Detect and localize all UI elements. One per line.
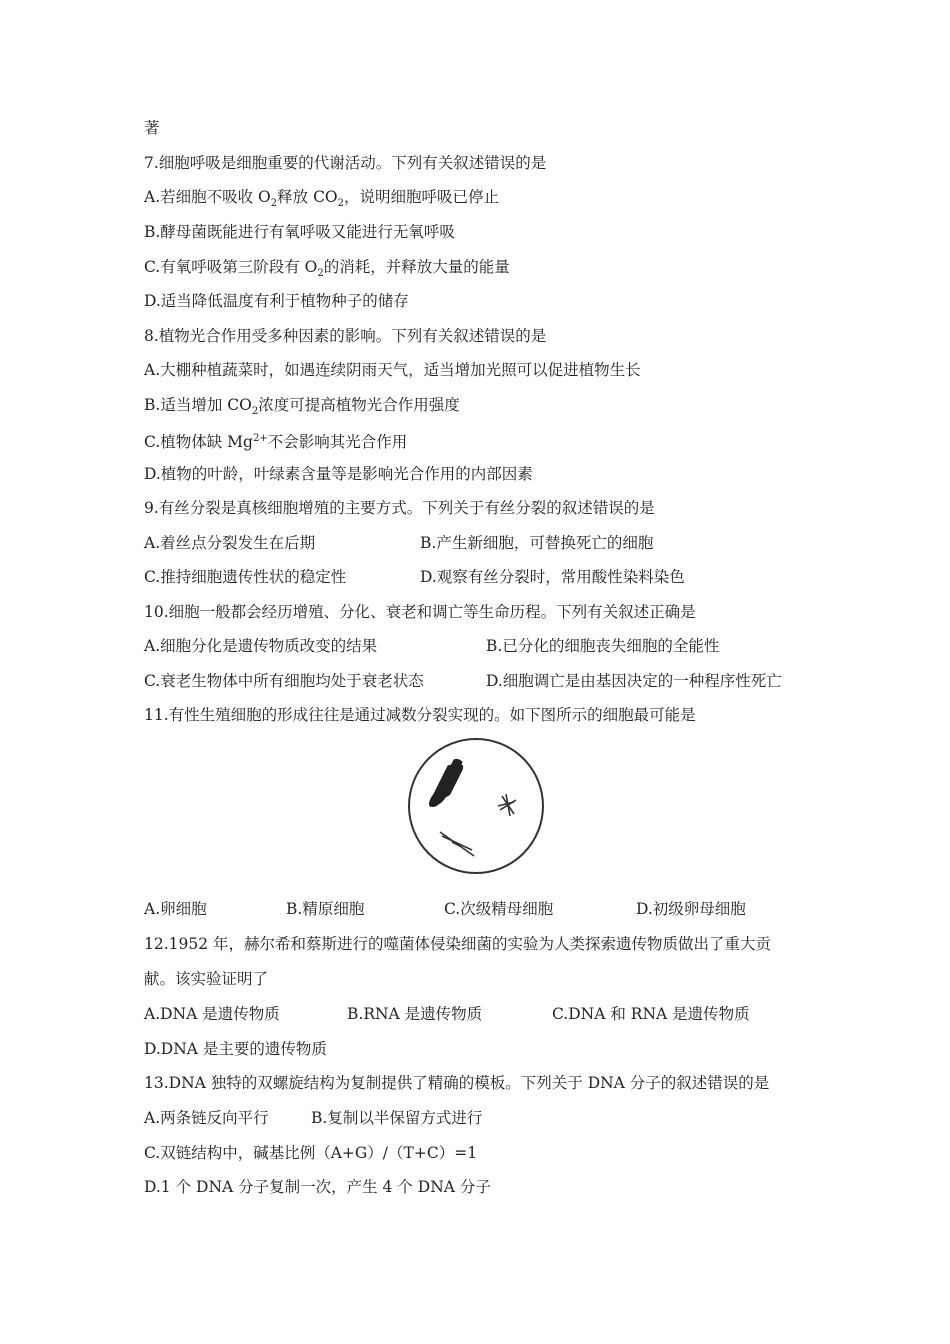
q8-option-a: A.大棚种植蔬菜时，如遇连续阴雨天气，适当增加光照可以促进植物生长 — [144, 361, 641, 379]
q8-option-d: D.植物的叶龄，叶绿素含量等是影响光合作用的内部因素 — [144, 465, 533, 483]
cell-membrane — [409, 739, 543, 873]
q7-option-d: D.适当降低温度有利于植物种子的储存 — [144, 292, 409, 310]
q8-stem: 8.植物光合作用受多种因素的影响。下列有关叙述错误的是 — [144, 327, 547, 345]
q9-option-d: D.观察有丝分裂时，常用酸性染料染色 — [420, 568, 685, 586]
q7-option-c: C.有氧呼吸第三阶段有 $O_2$的消耗，并释放大量的能量 — [144, 258, 510, 280]
q11-option-d: D.初级卵母细胞 — [636, 900, 746, 918]
q13-stem: 13.DNA 独特的双螺旋结构为复制提供了精确的模板。下列关于 DNA 分子的叙述错误的是 — [144, 1074, 770, 1092]
q9-stem: 9.有丝分裂是真核细胞增殖的主要方式。下列关于有丝分裂的叙述错误的是 — [144, 499, 655, 517]
q8-option-b: B.适当增加 $CO_2$浓度可提高植物光合作用强度 — [144, 396, 460, 418]
cell-diagram — [402, 736, 550, 876]
q11-stem: 11.有性生殖细胞的形成往往是通过减数分裂实现的。如下图所示的细胞最可能是 — [144, 706, 696, 724]
q11-option-c: C.次级精母细胞 — [444, 900, 554, 918]
q13-option-c: C.双链结构中，碱基比例（A+G）/（T+C）=1 — [144, 1144, 478, 1162]
q7-option-b: B.酵母菌既能进行有氧呼吸又能进行无氧呼吸 — [144, 223, 455, 241]
small-chromosome-right — [498, 794, 516, 816]
q10-option-d: D.细胞调亡是由基因决定的一种程序性死亡 — [486, 672, 782, 690]
q7-stem: 7.细胞呼吸是细胞重要的代谢活动。下列有关叙述错误的是 — [144, 154, 547, 172]
q12-option-b: B.RNA 是遗传物质 — [347, 1005, 483, 1023]
q10-option-b: B.已分化的细胞丧失细胞的全能性 — [486, 637, 720, 655]
q12-option-c: C.DNA 和 RNA 是遗传物质 — [552, 1005, 750, 1023]
q13-option-b: B.复制以半保留方式进行 — [311, 1109, 483, 1127]
q13-option-d: D.1 个 DNA 分子复制一次，产生 4 个 DNA 分子 — [144, 1178, 491, 1196]
q12-option-d: D.DNA 是主要的遗传物质 — [144, 1040, 327, 1058]
small-chromosome-bottom — [440, 832, 474, 856]
q13-option-a: A.两条链反向平行 — [144, 1109, 269, 1127]
q9-option-a: A.着丝点分裂发生在后期 — [144, 534, 316, 552]
q9-option-b: B.产生新细胞，可替换死亡的细胞 — [420, 534, 654, 552]
q9-option-c: C.推持细胞遗传性状的稳定性 — [144, 568, 347, 586]
q12-stem-line2: 献。该实验证明了 — [144, 970, 269, 988]
large-chromosome — [430, 759, 463, 806]
q11-option-b: B.精原细胞 — [286, 900, 365, 918]
q10-option-a: A.细胞分化是遗传物质改变的结果 — [144, 637, 378, 655]
q10-option-c: C.衰老生物体中所有细胞均处于衰老状态 — [144, 672, 424, 690]
q12-stem-line1: 12.1952 年，赫尔希和蔡斯进行的噬菌体侵染细菌的实验为人类探索遗传物质做出了重大贡 — [144, 935, 772, 953]
q12-option-a: A.DNA 是遗传物质 — [144, 1005, 280, 1023]
q7-option-a: A.若细胞不吸收 $O_2$释放 $CO_2$，说明细胞呼吸已停止 — [144, 188, 500, 210]
q8-option-c: C.植物体缺 $Mg^{2+}$不会影响其光合作用 — [144, 433, 408, 452]
continuation-text: 著 — [144, 119, 160, 137]
q11-option-a: A.卵细胞 — [144, 900, 207, 918]
q10-stem: 10.细胞一般都会经历增殖、分化、衰老和调亡等生命历程。下列有关叙述正确是 — [144, 603, 696, 621]
